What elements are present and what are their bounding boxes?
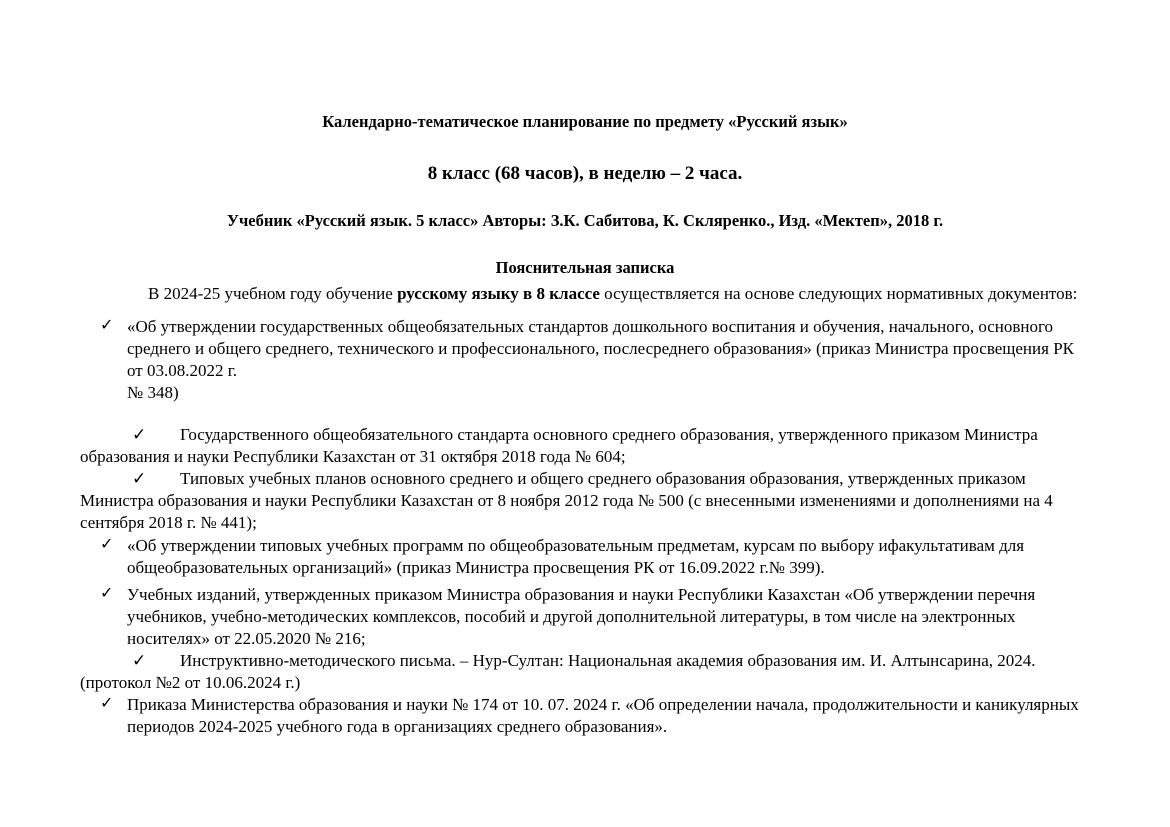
list-item xyxy=(0,535,1170,579)
list-item xyxy=(0,584,1170,650)
list-item-label: Приказа Министерства образования и науки № 174 от 10. 07. 2024 г. «Об определении начала, продолжительности и каникулярных периодов 2024-2025 учебного года в организациях среднего образования». xyxy=(127,695,1079,737)
list-item xyxy=(0,468,1170,534)
checkmark-icon: ✓ xyxy=(100,584,114,602)
intro-paragraph xyxy=(0,283,1170,305)
list-item xyxy=(0,650,1170,694)
checkmark-icon: ✓ xyxy=(100,695,114,713)
document-header xyxy=(0,0,1170,279)
checkmark-icon: ✓ xyxy=(132,425,147,445)
list-item-label: «Об утверждении государственных общеобязательных стандартов дошкольного воспитания и обучения, начального, основного среднего и общего среднего, технического и профессионального, послесреднего образования» (приказ Министра просвещения РК от 03.08.2022 г. xyxy=(127,316,1074,380)
list-item-label: Государственного общеобязательного стандарта основного среднего образования, утвержденного приказом Министра образования и науки Республики Казахстан от 31 октября 2018 года № 604; xyxy=(80,425,1038,467)
checkmark-icon: ✓ xyxy=(132,469,147,489)
list-item-continuation xyxy=(0,382,1170,404)
checkmark-icon: ✓ xyxy=(100,316,114,334)
textbook-line: Учебник «Русский язык. 5 класс» Авторы: З.К. Сабитова, К. Скляренко., Изд. «Мектеп», 2018 г. xyxy=(226,211,944,231)
intro-text-bold: русскому языку в 8 классе xyxy=(397,283,600,303)
list-item-label: Типовых учебных планов основного среднего и общего среднего образования образования, утвержденных приказом Министра образования и науки Республики Казахстан от 8 ноября 2012 года № 500 (с внесенными изменениями и дополнениями на 4 сентября 2018 г. № 441); xyxy=(80,469,1053,533)
list-item xyxy=(0,316,1170,382)
list-item-label: Учебных изданий, утвержденных приказом Министра образования и науки Республики Казахстан «Об утверждении перечня учебников, учебно-методических комплексов, пособий и другой дополнительной литературы, в том числе на электронных носителях» от 22.05.2020 № 216; xyxy=(127,584,1036,648)
checkmark-icon: ✓ xyxy=(132,651,147,671)
list-item xyxy=(0,424,1170,468)
section-heading-explanatory-note: Пояснительная записка xyxy=(495,258,675,277)
list-item-label: Инструктивно-методического письма. – Нур-Султан: Национальная академия образования им. И. Алтынсарина, 2024. (протокол №2 от 10.06.2024 г.) xyxy=(80,651,1036,693)
checkmark-icon: ✓ xyxy=(100,535,114,553)
intro-text-before-bold: В 2024-25 учебном году обучение xyxy=(148,283,398,303)
page-title: Календарно-тематическое планирование по предмету «Русский язык» xyxy=(322,112,848,131)
list-item-label: «Об утверждении типовых учебных программ по общеобразовательным предметам, курсам по выбору ифакультативам для общеобразовательных организаций» (приказ Министра просвещения РК от 16.09.2022 г.№ 399). xyxy=(127,535,1025,577)
document-subtitle: 8 класс (68 часов), в неделю – 2 часа. xyxy=(427,162,743,184)
list-item xyxy=(0,694,1170,738)
list-item-continuation-label: № 348) xyxy=(127,383,179,402)
intro-text-after-bold: осуществляется на основе следующих нормативных документов: xyxy=(599,283,1078,303)
